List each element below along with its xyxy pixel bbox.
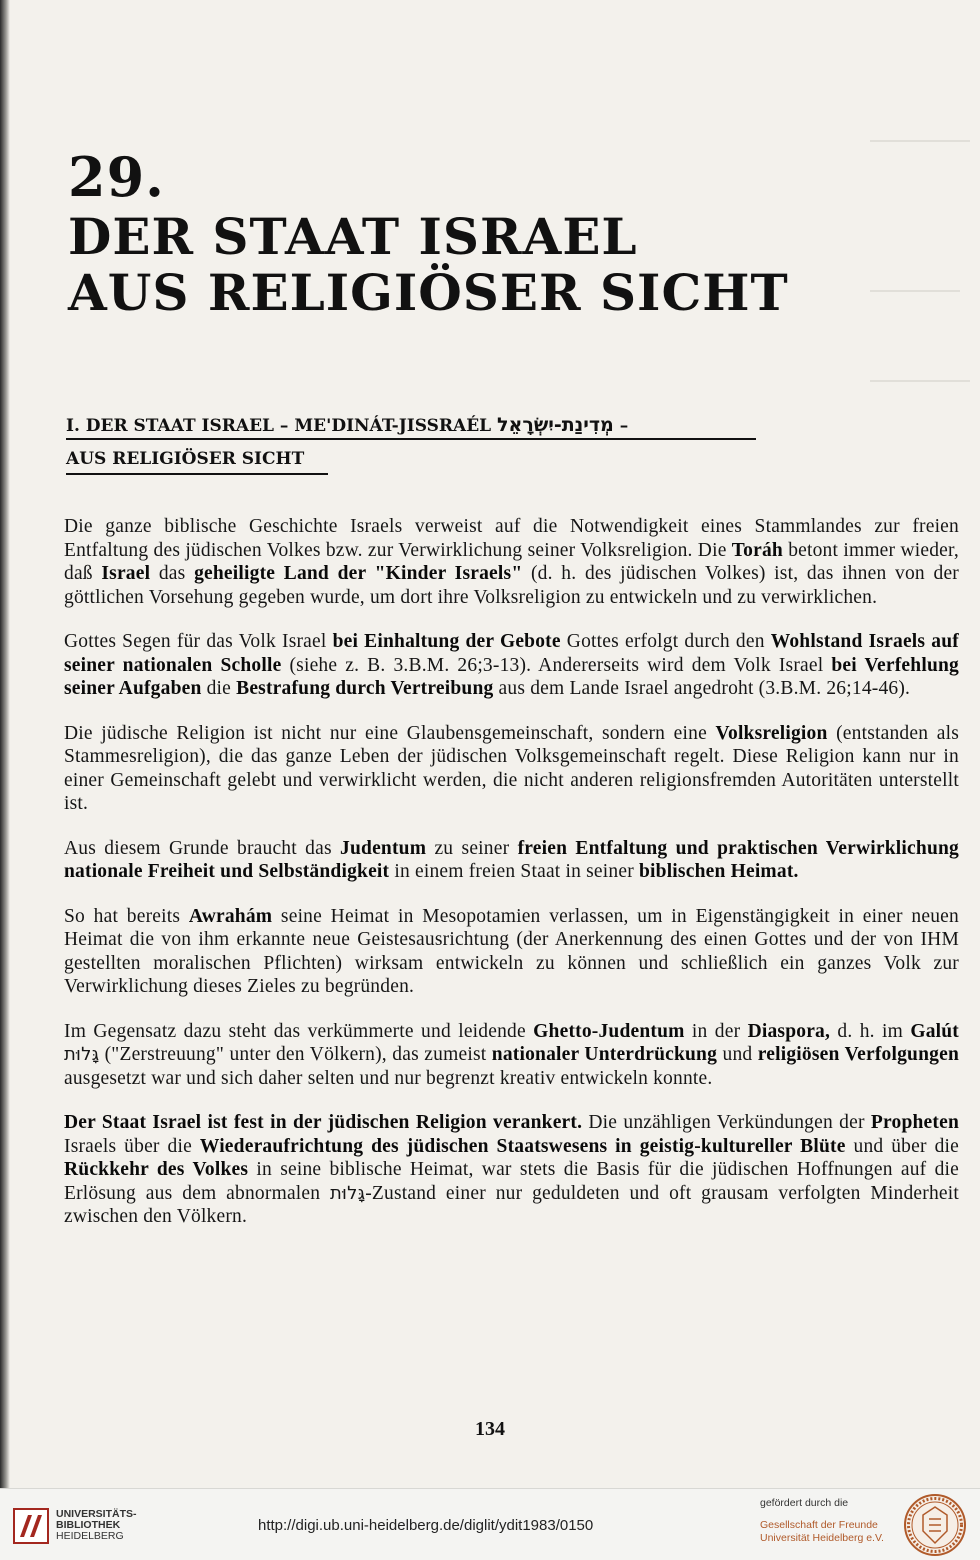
bold-term: Propheten xyxy=(870,1112,959,1133)
section-heading-hebrew: מְדִינַת-יִשְׂרָאֵל xyxy=(497,414,614,436)
paragraph-4 xyxy=(64,837,959,884)
text-run: die xyxy=(201,678,237,699)
bold-term: Galút xyxy=(910,1020,960,1042)
bold-term: bei Einhaltung der Gebote xyxy=(332,631,561,652)
bold-term: Bestrafung durch Vertreibung xyxy=(236,678,494,699)
text-run: und xyxy=(717,1044,758,1065)
text-run: und über die xyxy=(845,1135,959,1157)
text-run: in einem freien Staat in seiner xyxy=(389,861,639,882)
library-line1: UNIVERSITÄTS- xyxy=(56,1508,137,1520)
paragraph-3 xyxy=(64,722,959,816)
text-run: in der xyxy=(684,1020,748,1042)
text-run: (d. h. des jüdischen Volkes) ist, das ihnen von der göttlichen Vorsehung gegeben wurde, um dort ihre Volksreligion zu entwickeln und zu verwirklichen. xyxy=(64,563,959,608)
text-run: (siehe z. B. 3.B.M. 26;3-13). Andererseits wird dem Volk Israel xyxy=(281,654,832,676)
footer-bar xyxy=(0,1488,980,1560)
paragraph-7 xyxy=(64,1111,959,1229)
library-line3: HEIDELBERG xyxy=(56,1530,124,1542)
section-heading xyxy=(66,416,756,435)
bold-term: Wohlstand Israels auf seiner nationalen Scholle xyxy=(64,631,959,676)
chapter-number: 29. xyxy=(68,145,165,209)
sponsor-label: gefördert durch die xyxy=(760,1497,849,1509)
bleed-through-mark xyxy=(870,380,970,382)
paragraph-5 xyxy=(64,905,959,999)
subheading-underline xyxy=(66,473,328,475)
sponsor-line2: Universität Heidelberg e.V. xyxy=(760,1532,884,1544)
paragraph-2 xyxy=(64,630,959,701)
bold-term: Ghetto-Judentum xyxy=(533,1020,685,1042)
text-run: in seine biblische Heimat, war stets die Basis für die jüdischen Hoffnungen auf die Erlösung aus dem abnormalen xyxy=(64,1159,959,1204)
bold-term: Israel xyxy=(101,563,151,584)
chapter-title-line1: DER STAAT ISRAEL xyxy=(68,207,638,266)
library-name[interactable] xyxy=(56,1509,137,1542)
bold-term: geheiligte Land der "Kinder Israels" xyxy=(194,563,523,584)
sponsor-line1: Gesellschaft der Freunde xyxy=(760,1519,878,1531)
text-run: -Zustand einer nur geduldeten und oft grausam verfolgten Minderheit zwischen den Völkern. xyxy=(64,1182,960,1227)
paragraph-1 xyxy=(64,515,959,609)
bold-term: Wiederaufrichtung des jüdischen Staatswesens in geistig-kultureller Blüte xyxy=(199,1135,846,1157)
text-run: ("Zerstreuung" unter den Völkern), das zumeist xyxy=(99,1044,492,1065)
library-logo-icon[interactable] xyxy=(12,1507,50,1545)
bold-term: religiösen Verfolgungen xyxy=(757,1044,959,1065)
text-run: Aus diesem Grunde braucht das xyxy=(64,837,341,859)
section-heading-dash: – xyxy=(619,416,629,436)
bold-term: biblischen Heimat. xyxy=(638,861,799,882)
text-run: Die jüdische Religion ist nicht nur eine Glaubensgemeinschaft, sondern eine xyxy=(64,722,716,744)
body-text xyxy=(64,515,959,1250)
library-line2: BIBLIOTHEK xyxy=(56,1519,121,1531)
section-subheading: AUS RELIGIÖSER SICHT xyxy=(66,449,305,469)
bold-term: Volksreligion xyxy=(715,722,828,744)
text-run: Gottes erfolgt durch den xyxy=(560,631,771,652)
text-run: Im Gegensatz dazu steht das verkümmerte und leidende xyxy=(64,1020,534,1042)
bold-term: bei Verfehlung seiner Aufgaben xyxy=(64,654,959,699)
text-run: (entstanden als Stammesreligion), die das ganze Leben der jüdischen Volksgemeinschaft regelt. Diese Religion kann nur in einer Gemeinschaft gelebt und verwirklicht werden, die nicht anderen religionsfremden Autoritäten unterstellt ist. xyxy=(64,722,959,814)
text-run: Die unzähligen Verkündungen der xyxy=(582,1112,871,1133)
heading-underline xyxy=(66,438,756,440)
page-edge-shadow xyxy=(0,0,10,1488)
document-url-link[interactable]: http://digi.ub.uni-heidelberg.de/diglit/ydit1983/0150 xyxy=(258,1517,594,1534)
hebrew-term: גָּלוּת xyxy=(330,1182,366,1204)
paragraph-6 xyxy=(64,1020,959,1091)
section-heading-text: I. DER STAAT ISRAEL – ME'DINÁT-JISSRAÉL xyxy=(66,416,492,436)
bold-term: Toráh xyxy=(731,539,783,561)
bold-term: Judentum xyxy=(340,837,427,859)
chapter-title-line2: AUS RELIGIÖSER SICHT xyxy=(68,263,789,322)
bold-term: Der Staat Israel ist fest in der jüdischen Religion verankert. xyxy=(64,1112,583,1133)
text-run: zu seiner xyxy=(426,837,518,859)
bold-term: Rückkehr des Volkes xyxy=(64,1159,249,1180)
bleed-through-mark xyxy=(870,290,960,292)
bleed-through-mark xyxy=(870,140,970,142)
hebrew-term: גָּלוּת xyxy=(64,1044,100,1065)
text-run: So hat bereits xyxy=(64,905,189,927)
text-run: seine Heimat in Mesopotamien verlassen, um in Eigenstängigkeit in einer neuen Heimat die von ihm erkannte neue Geistesausrichtung (der Anerkennung des einen Gottes und der von IHM gestellten moralischen Pflichten) wirksam entwickeln zu können und schließlich ein ganzes Volk zur Verwirklichung dieses Zieles zu begründen. xyxy=(64,905,959,997)
text-run: aus dem Lande Israel angedroht (3.B.M. 26;14-46). xyxy=(493,678,911,699)
sponsor-name[interactable] xyxy=(760,1519,884,1545)
university-seal-icon[interactable] xyxy=(903,1493,967,1557)
bold-term: freien Entfaltung und praktischen Verwirklichung nationale Freiheit und Selbständigkeit xyxy=(64,837,959,882)
page-number: 134 xyxy=(475,1418,505,1440)
text-run: das xyxy=(150,563,195,584)
text-run: Gottes Segen für das Volk Israel xyxy=(64,631,333,652)
bold-term: Awrahám xyxy=(188,905,273,927)
bold-term: Diaspora, xyxy=(747,1020,831,1042)
text-run: d. h. im xyxy=(830,1020,911,1042)
text-run: betont immer wieder, daß xyxy=(64,539,959,584)
bold-term: nationaler Unterdrückung xyxy=(491,1044,718,1065)
text-run: Die ganze biblische Geschichte Israels verweist auf die Notwendigkeit eines Stammlandes zur freien Entfaltung des jüdischen Volkes bzw. zur Verwirklichung seiner Volksreligion. Die xyxy=(64,516,959,561)
text-run: ausgesetzt war und sich daher selten und nur begrenzt kreativ entwickeln konnte. xyxy=(64,1067,713,1089)
text-run: Israels über die xyxy=(64,1135,200,1157)
